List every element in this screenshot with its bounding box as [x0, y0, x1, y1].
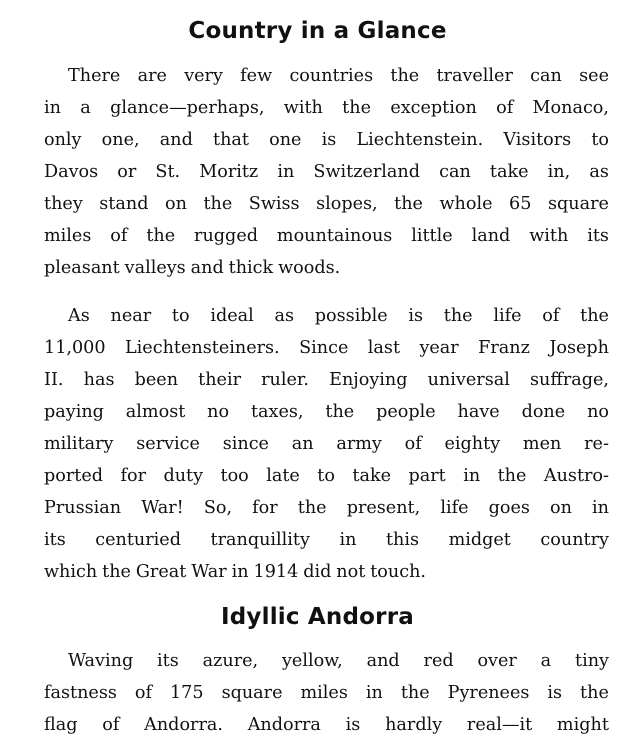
text-line: military service since an army of eighty men re- — [44, 434, 609, 454]
paragraph-andorra-flag — [44, 645, 609, 741]
text-line: paying almost no taxes, the people have done no — [44, 402, 609, 422]
text-line: II. has been their ruler. Enjoying universal suffrage, — [44, 370, 609, 390]
text-line: in a glance—perhaps, with the exception of Monaco, — [44, 98, 609, 118]
text-line: Prussian War! So, for the present, life goes on in — [44, 498, 609, 518]
section-heading-country-in-a-glance: Country in a Glance — [188, 18, 447, 44]
text-line: its centuried tranquillity in this midget country — [44, 530, 609, 550]
text-line: Waving its azure, yellow, and red over a tiny — [68, 651, 609, 671]
section-heading-idyllic-andorra: Idyllic Andorra — [221, 604, 414, 630]
paragraph-liechtenstein-glance — [44, 60, 609, 284]
paragraph-liechtensteiners-life — [44, 300, 609, 588]
text-line: 11,000 Liechtensteiners. Since last year Franz Joseph — [44, 338, 609, 358]
text-line: flag of Andorra. Andorra is hardly real—it might — [44, 715, 609, 735]
text-line: Davos or St. Moritz in Switzerland can take in, as — [44, 162, 609, 182]
text-line: As near to ideal as possible is the life of the — [68, 306, 609, 326]
text-line: only one, and that one is Liechtenstein. Visitors to — [44, 130, 609, 150]
text-line: which the Great War in 1914 did not touch. — [44, 562, 426, 582]
text-line: ported for duty too late to take part in the Austro- — [44, 466, 609, 486]
text-line: pleasant valleys and thick woods. — [44, 258, 341, 278]
text-line: There are very few countries the traveller can see — [68, 66, 609, 86]
text-line: miles of the rugged mountainous little land with its — [44, 226, 609, 246]
text-line: they stand on the Swiss slopes, the whole 65 square — [44, 194, 609, 214]
text-line: fastness of 175 square miles in the Pyrenees is the — [44, 683, 609, 703]
